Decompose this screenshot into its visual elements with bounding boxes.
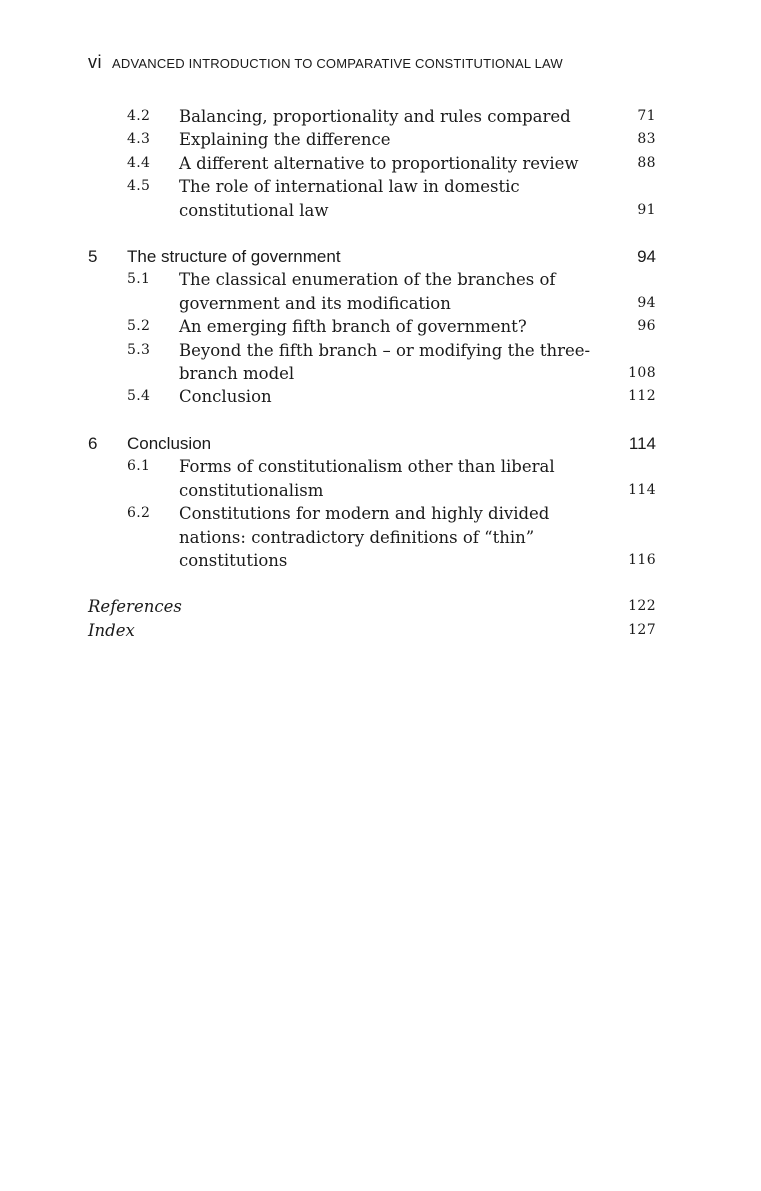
section-title: Balancing, proportionality and rules compared (179, 107, 571, 126)
page-folio: vi (88, 52, 102, 72)
toc-section-5-2 (88, 315, 656, 338)
toc-chapter-5 (88, 245, 656, 268)
chapter-page: 114 (628, 433, 656, 453)
section-page: 71 (637, 108, 656, 124)
section-title: Explaining the difference (179, 130, 391, 150)
section-page: 96 (637, 318, 656, 335)
section-number: 6.1 (127, 458, 151, 475)
section-title: Forms of constitutionalism other than liberal constitutionalism (179, 457, 555, 500)
toc-section-4-3 (88, 128, 656, 151)
section-page: 108 (628, 365, 656, 382)
toc-section-5-4 (88, 385, 656, 408)
running-header (88, 52, 563, 73)
section-title: Beyond the fifth branch – or modifying the three-branch model (179, 340, 591, 384)
chapter-number: 6 (88, 433, 98, 453)
toc-references (88, 595, 656, 618)
section-page: 114 (628, 481, 656, 498)
toc-section-4-5 (88, 175, 656, 222)
section-title: Conclusion (179, 387, 272, 407)
section-number: 5.3 (127, 341, 151, 358)
toc-index (88, 619, 656, 642)
section-number: 5.1 (127, 271, 151, 288)
toc-section-6-2 (88, 502, 656, 572)
toc-chapter-6 (88, 432, 656, 455)
chapter-page: 94 (637, 247, 656, 267)
back-matter-title: Index (88, 620, 135, 640)
section-title: The classical enumeration of the branches of government and its modification (179, 270, 556, 313)
section-title: An emerging fifth branch of government? (179, 317, 527, 337)
section-number: 5.4 (127, 388, 151, 405)
section-title: The role of international law in domestic constitutional law (179, 177, 520, 220)
toc-section-5-3 (88, 339, 656, 386)
toc-section-6-1 (88, 455, 656, 502)
back-matter-title: References (88, 597, 182, 617)
section-title: Constitutions for modern and highly divided nations: contradictory definitions of “thin” constitutions (179, 504, 550, 570)
toc-section-5-1 (88, 268, 656, 315)
section-number: 6.2 (127, 505, 151, 522)
section-number: 4.5 (127, 178, 151, 195)
section-page: 88 (637, 154, 656, 171)
table-of-contents (88, 105, 656, 642)
chapter-title: Conclusion (127, 433, 212, 453)
back-matter-page: 122 (628, 598, 656, 615)
section-page: 91 (637, 201, 656, 218)
section-number: 4.2 (127, 108, 151, 124)
section-page: 116 (628, 551, 656, 568)
section-page: 83 (637, 131, 656, 148)
section-number: 5.2 (127, 318, 151, 335)
toc-section-4-2 (88, 105, 656, 128)
section-page: 94 (637, 294, 656, 311)
section-page: 112 (628, 388, 656, 405)
section-title: A different alternative to proportionality review (179, 153, 579, 173)
toc-section-4-4 (88, 152, 656, 175)
section-number: 4.4 (127, 154, 151, 171)
back-matter-page: 127 (628, 621, 656, 638)
chapter-title: The structure of government (127, 247, 341, 267)
running-title: ADVANCED INTRODUCTION TO COMPARATIVE CONSTITUTIONAL LAW (112, 56, 563, 71)
chapter-number: 5 (88, 247, 98, 267)
section-number: 4.3 (127, 131, 151, 148)
